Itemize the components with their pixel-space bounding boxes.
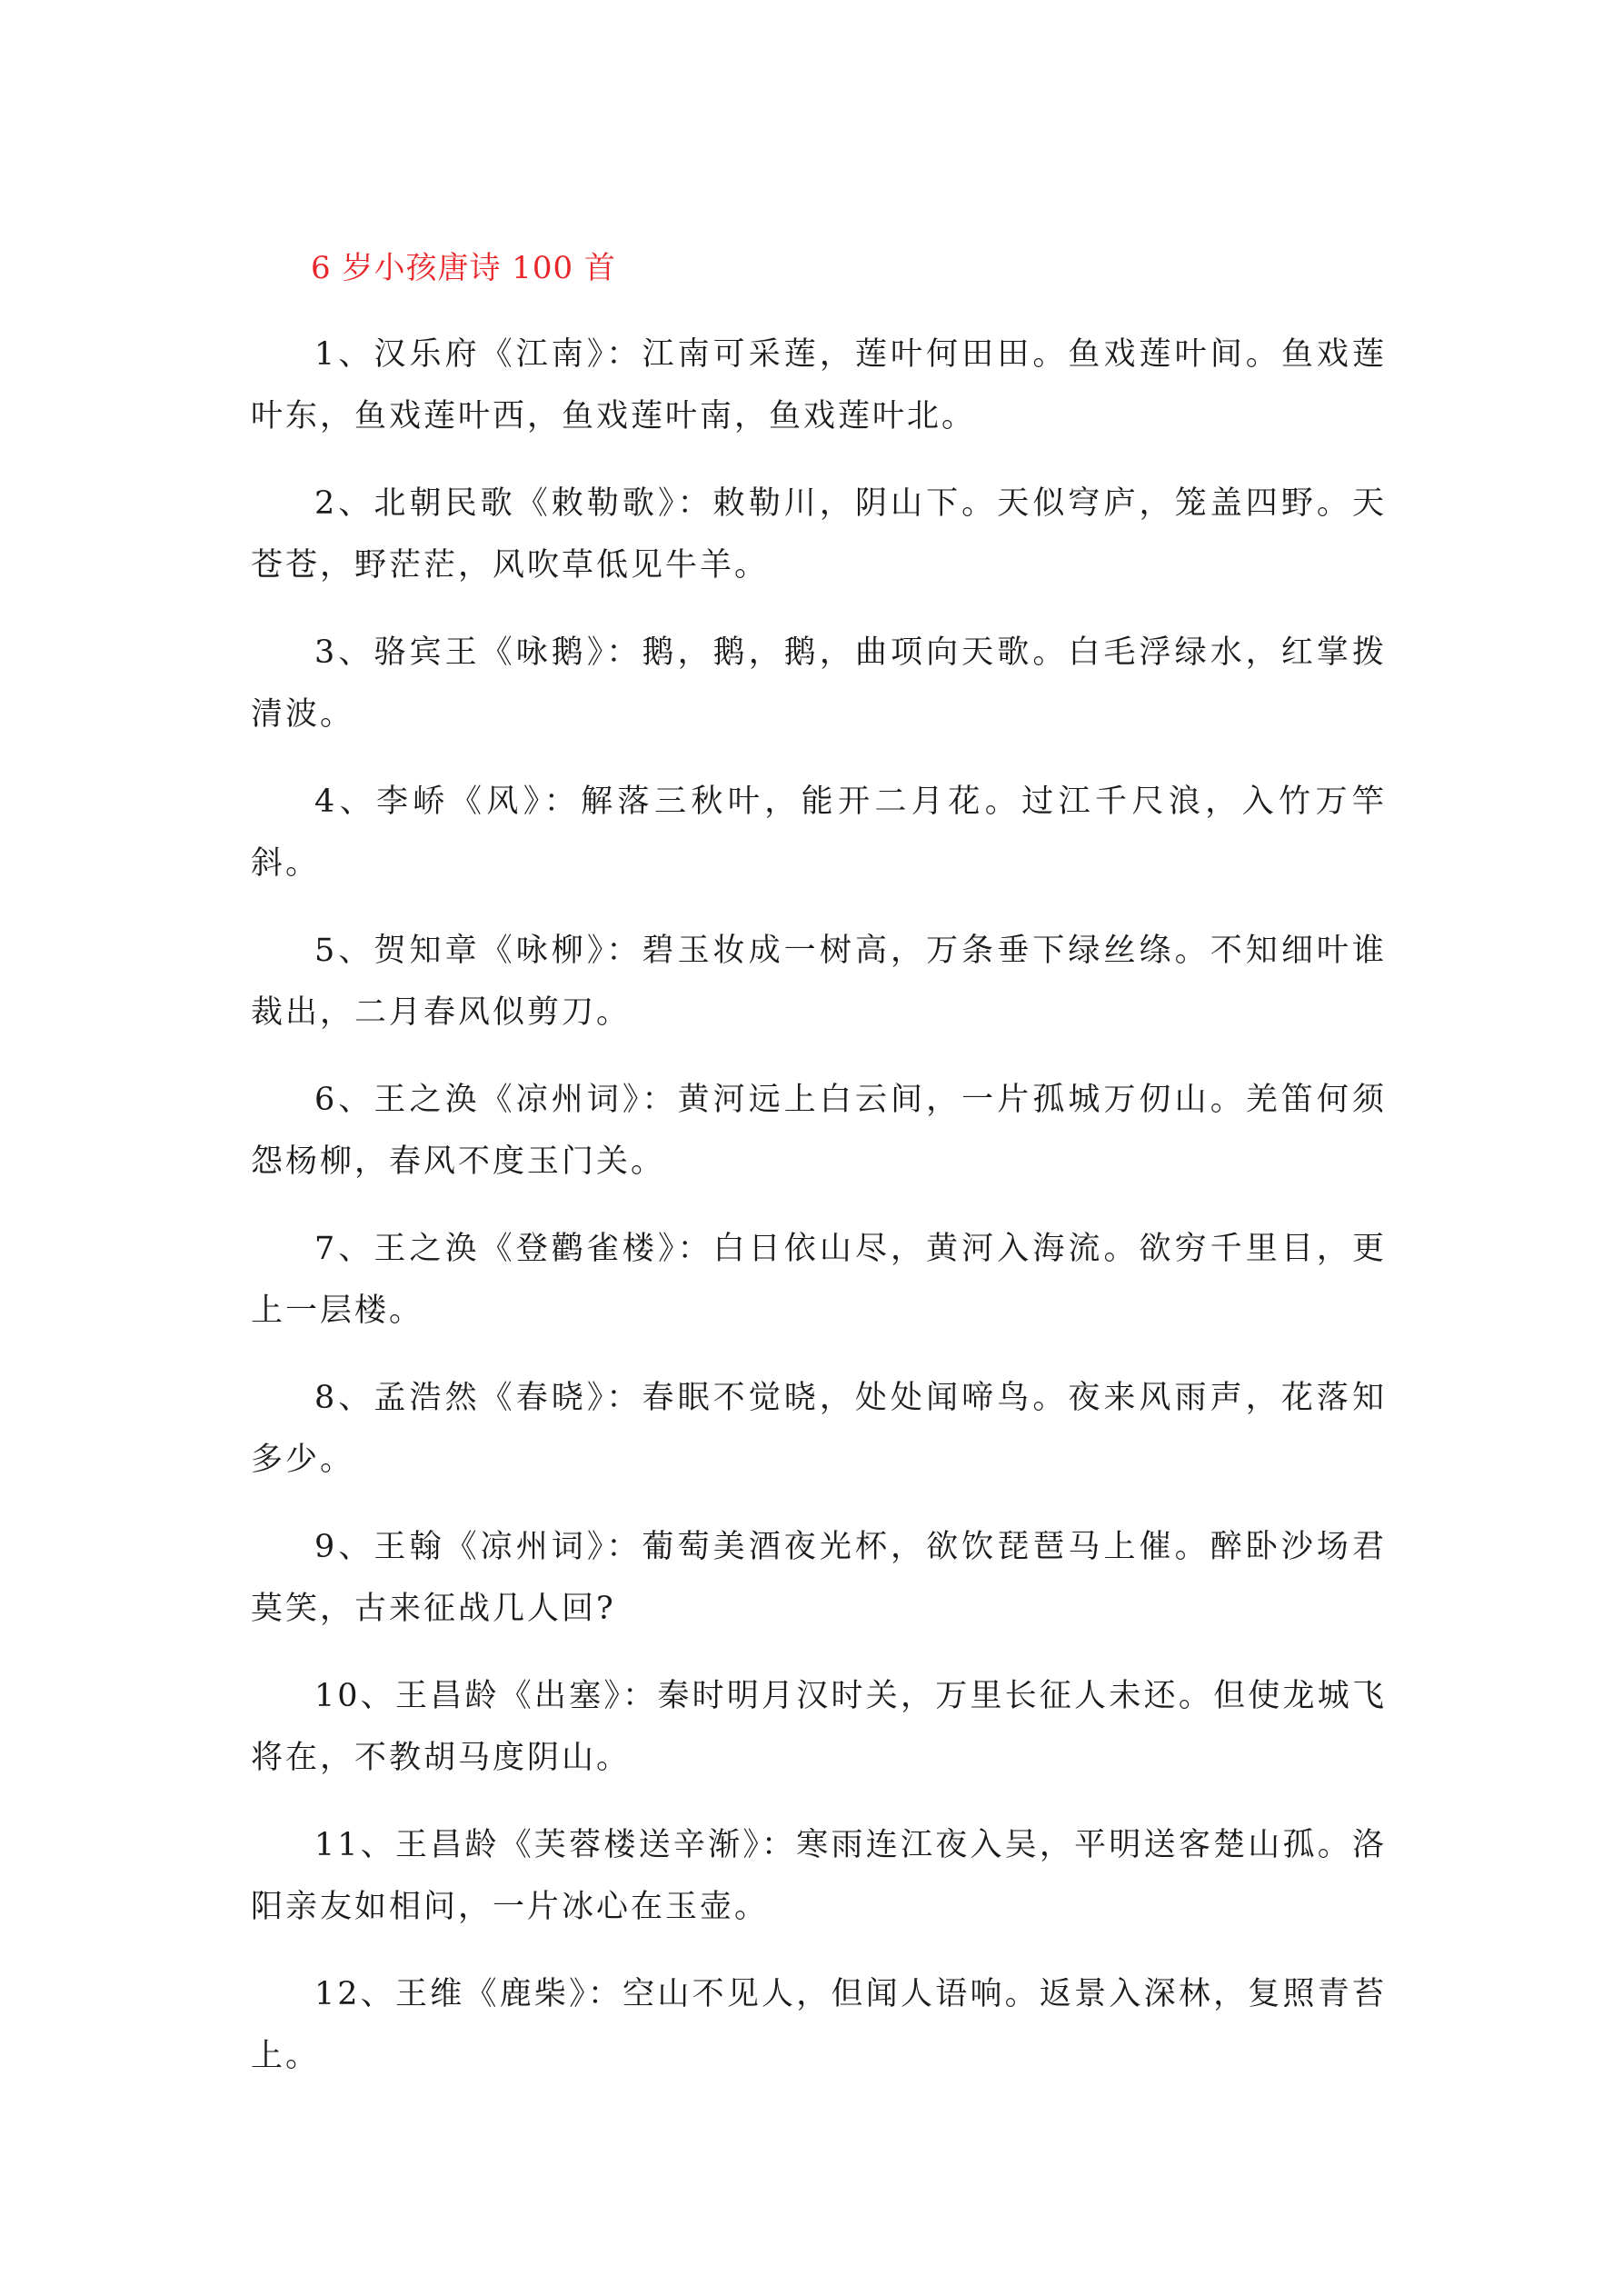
poem-item: 5、贺知章《咏柳》：碧玉妆成一树高，万条垂下绿丝绦。不知细叶谁裁出，二月春风似剪刀。 (251, 933, 1387, 1031)
poem-item: 4、李峤《风》：解落三秋叶，能开二月花。过江千尺浪，入竹万竿斜。 (251, 784, 1387, 882)
poem-item: 3、骆宾王《咏鹅》：鹅，鹅，鹅，曲项向天歌。白毛浮绿水，红掌拨清波。 (251, 634, 1387, 733)
document-title: 6 岁小孩唐诗 100 首 (311, 250, 616, 286)
poem-item: 10、王昌龄《出塞》：秦时明月汉时关，万里长征人未还。但使龙城飞将在，不教胡马度阴山。 (251, 1678, 1387, 1776)
poem-item: 2、北朝民歌《敕勒歌》：敕勒川，阴山下。天似穹庐，笼盖四野。天苍苍，野茫茫，风吹草低见牛羊。 (251, 485, 1387, 584)
poem-item: 1、汉乐府《江南》：江南可采莲，莲叶何田田。鱼戏莲叶间。鱼戏莲叶东，鱼戏莲叶西，鱼戏莲叶南，鱼戏莲叶北。 (251, 336, 1387, 434)
poem-item: 9、王翰《凉州词》：葡萄美酒夜光杯，欲饮琵琶马上催。醉卧沙场君莫笑，古来征战几人回? (251, 1529, 1387, 1627)
poem-item: 6、王之涣《凉州词》：黄河远上白云间，一片孤城万仞山。羌笛何须怨杨柳，春风不度玉门关。 (251, 1082, 1387, 1180)
poem-item: 12、王维《鹿柴》：空山不见人，但闻人语响。返景入深林，复照青苔上。 (251, 1976, 1387, 2074)
poem-item: 8、孟浩然《春晓》：春眠不觉晓，处处闻啼鸟。夜来风雨声，花落知多少。 (251, 1380, 1387, 1478)
poem-item: 7、王之涣《登鹳雀楼》：白日依山尽，黄河入海流。欲穷千里目，更上一层楼。 (251, 1231, 1387, 1329)
poem-list (251, 324, 1387, 2112)
poem-item: 11、王昌龄《芙蓉楼送辛渐》：寒雨连江夜入吴，平明送客楚山孤。洛阳亲友如相问，一片冰心在玉壶。 (251, 1827, 1387, 1925)
